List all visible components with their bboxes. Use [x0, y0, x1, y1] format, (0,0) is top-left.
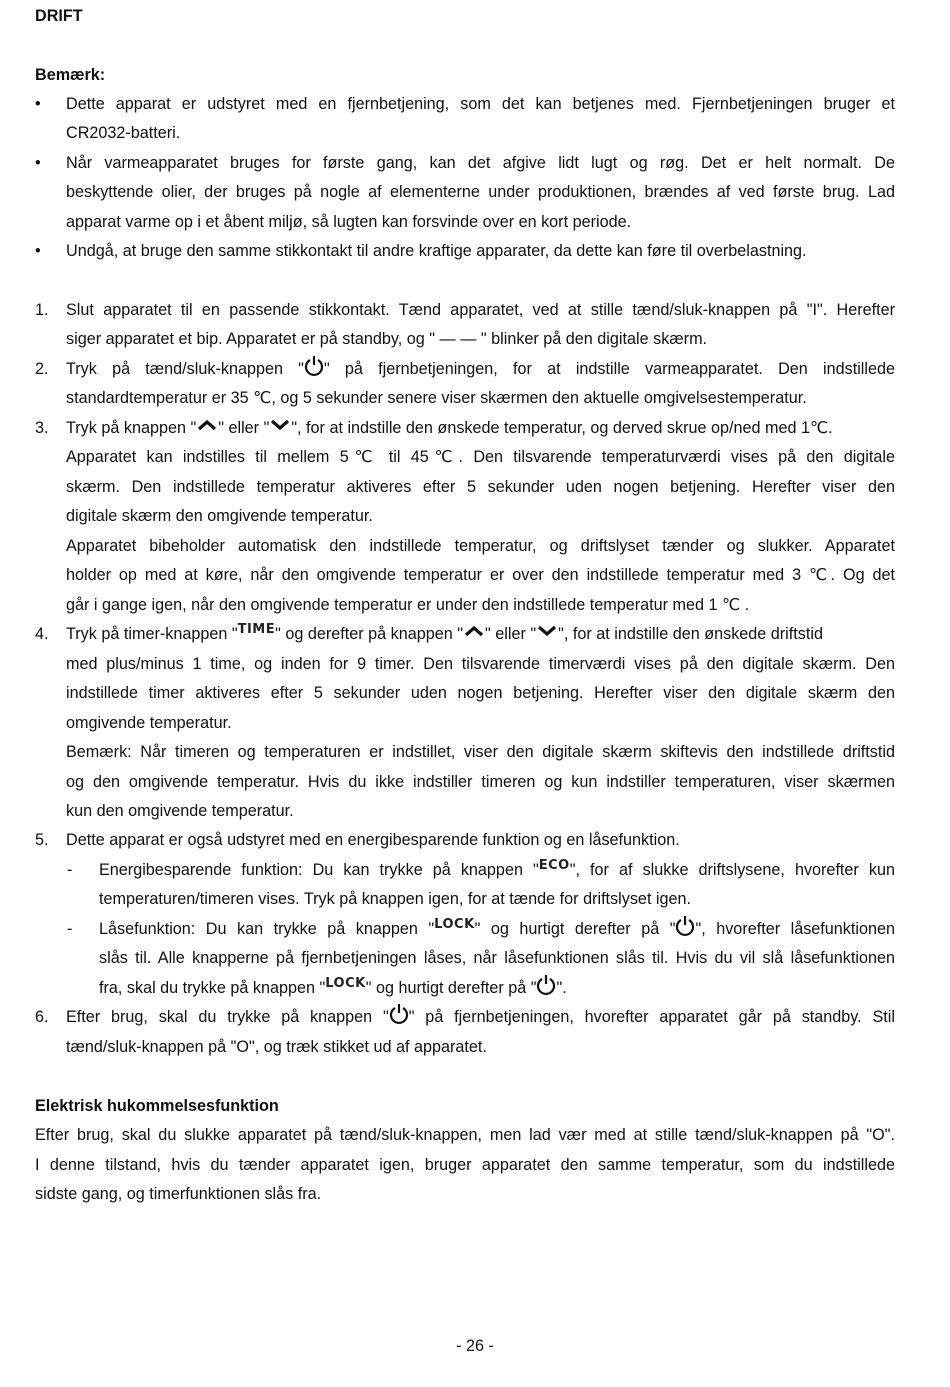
- step-5-line-1: Dette apparat er også udstyret med en energibesparende funktion og en låsefunktion.: [66, 831, 680, 849]
- lock-button-label: LOCK: [325, 976, 366, 991]
- power-icon: [389, 1003, 409, 1025]
- step-number: 4.: [35, 625, 49, 643]
- step-3-line-2: Apparatet kan indstilles til mellem 5℃ til 45℃. Den tilsvarende temperaturværdi vises på den digitale: [66, 448, 895, 466]
- step-6-text: " på fjernbetjeningen, hvorefter apparatet går på standby. Stil: [408, 1008, 896, 1026]
- eco-button-label: ECO: [538, 858, 570, 873]
- step-5-text: ", for af slukke driftslysene, hvorefter kun: [569, 861, 895, 879]
- step-3-line-6: holder op med at køre, når den omgivende temperatur er over den indstillede temperatur med 3 ℃. Og det: [66, 566, 895, 584]
- step-4-line-4: omgivende temperatur.: [66, 714, 232, 732]
- step-4-line-3: indstillede timer aktiveres efter 5 sekunder uden nogen betjening. Herefter viser den digitale skærm den: [66, 684, 895, 702]
- step-number: 1.: [35, 301, 49, 319]
- step-5-text: Låsefunktion: Du kan trykke på knappen ": [99, 920, 435, 938]
- chevron-up-icon: [463, 624, 485, 638]
- step-4-line-6: og den omgivende temperatur. Hvis du ikke indstiller timeren og kun indstiller temperaturen, viser skærmen: [66, 773, 895, 791]
- step-3-line-1: [66, 414, 895, 444]
- bullet-dot: •: [35, 242, 41, 260]
- step-4-text: Tryk på timer-knappen ": [66, 625, 238, 643]
- step-4-line-1: [66, 620, 895, 651]
- bullet-dot: •: [35, 154, 41, 172]
- step-4-line-2: med plus/minus 1 time, og inden for 9 timer. Den tilsvarende timerværdi vises på den digitale skærm. Den: [66, 655, 895, 673]
- lock-button-label: LOCK: [434, 917, 475, 932]
- step-5-text: ", hvorefter låsefunktionen: [695, 920, 895, 938]
- step-5-lock-line-2: slås til. Alle knapperne på fjernbetjeningen låses, når låsefunktionen slås til. Hvis du vil slå låsefunktionen: [99, 949, 895, 967]
- power-icon: [304, 355, 324, 377]
- bullet-2-line-1: Når varmeapparatet bruges for første gang, kan det afgive lidt lugt og røg. Det er helt normalt. De: [66, 154, 895, 172]
- bullet-1-line-1: Dette apparat er udstyret med en fjernbetjening, som det kan betjenes med. Fjernbetjeningen bruger et: [66, 95, 895, 113]
- step-6-line-2: tænd/sluk-knappen på "O", og træk stikket ud af apparatet.: [66, 1038, 487, 1056]
- step-4-text: " og derefter på knappen ": [275, 625, 464, 643]
- step-3-text: " eller ": [218, 419, 270, 437]
- step-5-lock-line-3: [99, 974, 895, 1005]
- chevron-down-icon: [536, 624, 558, 638]
- step-2-line-1: [66, 355, 895, 385]
- step-5-eco-line-1: [99, 856, 895, 887]
- step-2-text: Tryk på tænd/sluk-knappen ": [66, 360, 304, 378]
- step-3-text: Tryk på knappen ": [66, 419, 197, 437]
- memory-line-3: sidste gang, og timerfunktionen slås fra.: [35, 1185, 322, 1203]
- step-6-line-1: [66, 1003, 895, 1033]
- note-heading: Bemærk:: [35, 66, 106, 84]
- step-5-text: Energibesparende funktion: Du kan trykke på knappen ": [99, 861, 539, 879]
- step-number: 6.: [35, 1008, 49, 1026]
- step-6-text: Efter brug, skal du trykke på knappen ": [66, 1008, 389, 1026]
- step-4-line-7: kun den omgivende temperatur.: [66, 802, 294, 820]
- step-3-text: ", for at indstille den ønskede temperatur, og derved skrue op/ned med 1℃.: [291, 419, 833, 437]
- bullet-1-line-2: CR2032-batteri.: [66, 124, 181, 142]
- step-4-text: " eller ": [485, 625, 537, 643]
- step-3-line-7: går i gange igen, når den omgivende temperatur er under den indstillede temperatur med 1 ℃ .: [66, 596, 750, 614]
- memory-line-2: I denne tilstand, hvis du tænder apparatet igen, bruger apparatet den samme temperatur, som du indstillede: [35, 1156, 895, 1174]
- power-icon: [536, 974, 556, 996]
- bullet-2-line-3: apparat varme op i et åbent miljø, så lugten kan forsvinde over en kort periode.: [66, 213, 632, 231]
- page-number: - 26 -: [456, 1337, 494, 1355]
- step-1-line-2: siger apparatet et bip. Apparatet er på standby, og " — — " blinker på den digitale skærm.: [66, 330, 708, 348]
- step-4-line-5: Bemærk: Når timeren og temperaturen er indstillet, viser den digitale skærm skiftevis den indstillede driftstid: [66, 743, 895, 761]
- bullet-2-line-2: beskyttende olier, der bruges på nogle af elementerne under produktionen, brændes af ved første brug. Lad: [66, 183, 895, 201]
- step-2-text: " på fjernbetjeningen, for at indstille varmeapparatet. Den indstillede: [323, 360, 895, 378]
- step-3-line-5: Apparatet bibeholder automatisk den indstillede temperatur, og driftslyset tænder og slukker. Apparatet: [66, 537, 895, 555]
- step-number: 3.: [35, 419, 49, 437]
- bullet-dot: •: [35, 95, 41, 113]
- step-5-eco-line-2: temperaturen/timeren vises. Tryk på knappen igen, for at tænde for driftslyset igen.: [99, 890, 692, 908]
- step-5-text: " og hurtigt derefter på ": [474, 920, 676, 938]
- step-3-line-3: skærm. Den indstillede temperatur aktiveres efter 5 sekunder uden nogen betjening. Herefter viser den: [66, 478, 895, 496]
- step-1-line-1: Slut apparatet til en passende stikkontakt. Tænd apparatet, ved at stille tænd/sluk-knappen på "I". Herefter: [66, 301, 895, 319]
- step-2-line-2: standardtemperatur er 35 ℃, og 5 sekunder senere viser skærmen den aktuelle omgivelsestemperatur.: [66, 389, 807, 407]
- memory-heading: Elektrisk hukommelsesfunktion: [35, 1097, 279, 1115]
- step-5-text: ".: [556, 979, 567, 997]
- step-5-lock-line-1: [99, 915, 895, 946]
- chevron-up-icon: [196, 418, 218, 432]
- step-5-text: " og hurtigt derefter på ": [365, 979, 537, 997]
- dash-marker: -: [67, 861, 73, 879]
- section-title: DRIFT: [35, 7, 83, 25]
- step-5-text: fra, skal du trykke på knappen ": [99, 979, 326, 997]
- bullet-3-line-1: Undgå, at bruge den samme stikkontakt til andre kraftige apparater, da dette kan føre til overbelastning.: [66, 242, 807, 260]
- step-number: 5.: [35, 831, 49, 849]
- step-number: 2.: [35, 360, 49, 378]
- step-3-line-4: digitale skærm den omgivende temperatur.: [66, 507, 373, 525]
- time-button-label: TIME: [237, 622, 276, 637]
- power-icon: [675, 915, 695, 937]
- step-4-text: ", for at indstille den ønskede driftstid: [558, 625, 823, 643]
- chevron-down-icon: [269, 418, 291, 432]
- dash-marker: -: [67, 920, 73, 938]
- memory-line-1: Efter brug, skal du slukke apparatet på tænd/sluk-knappen, men lad vær med at stille tænd/sluk-knappen på "O".: [35, 1126, 895, 1144]
